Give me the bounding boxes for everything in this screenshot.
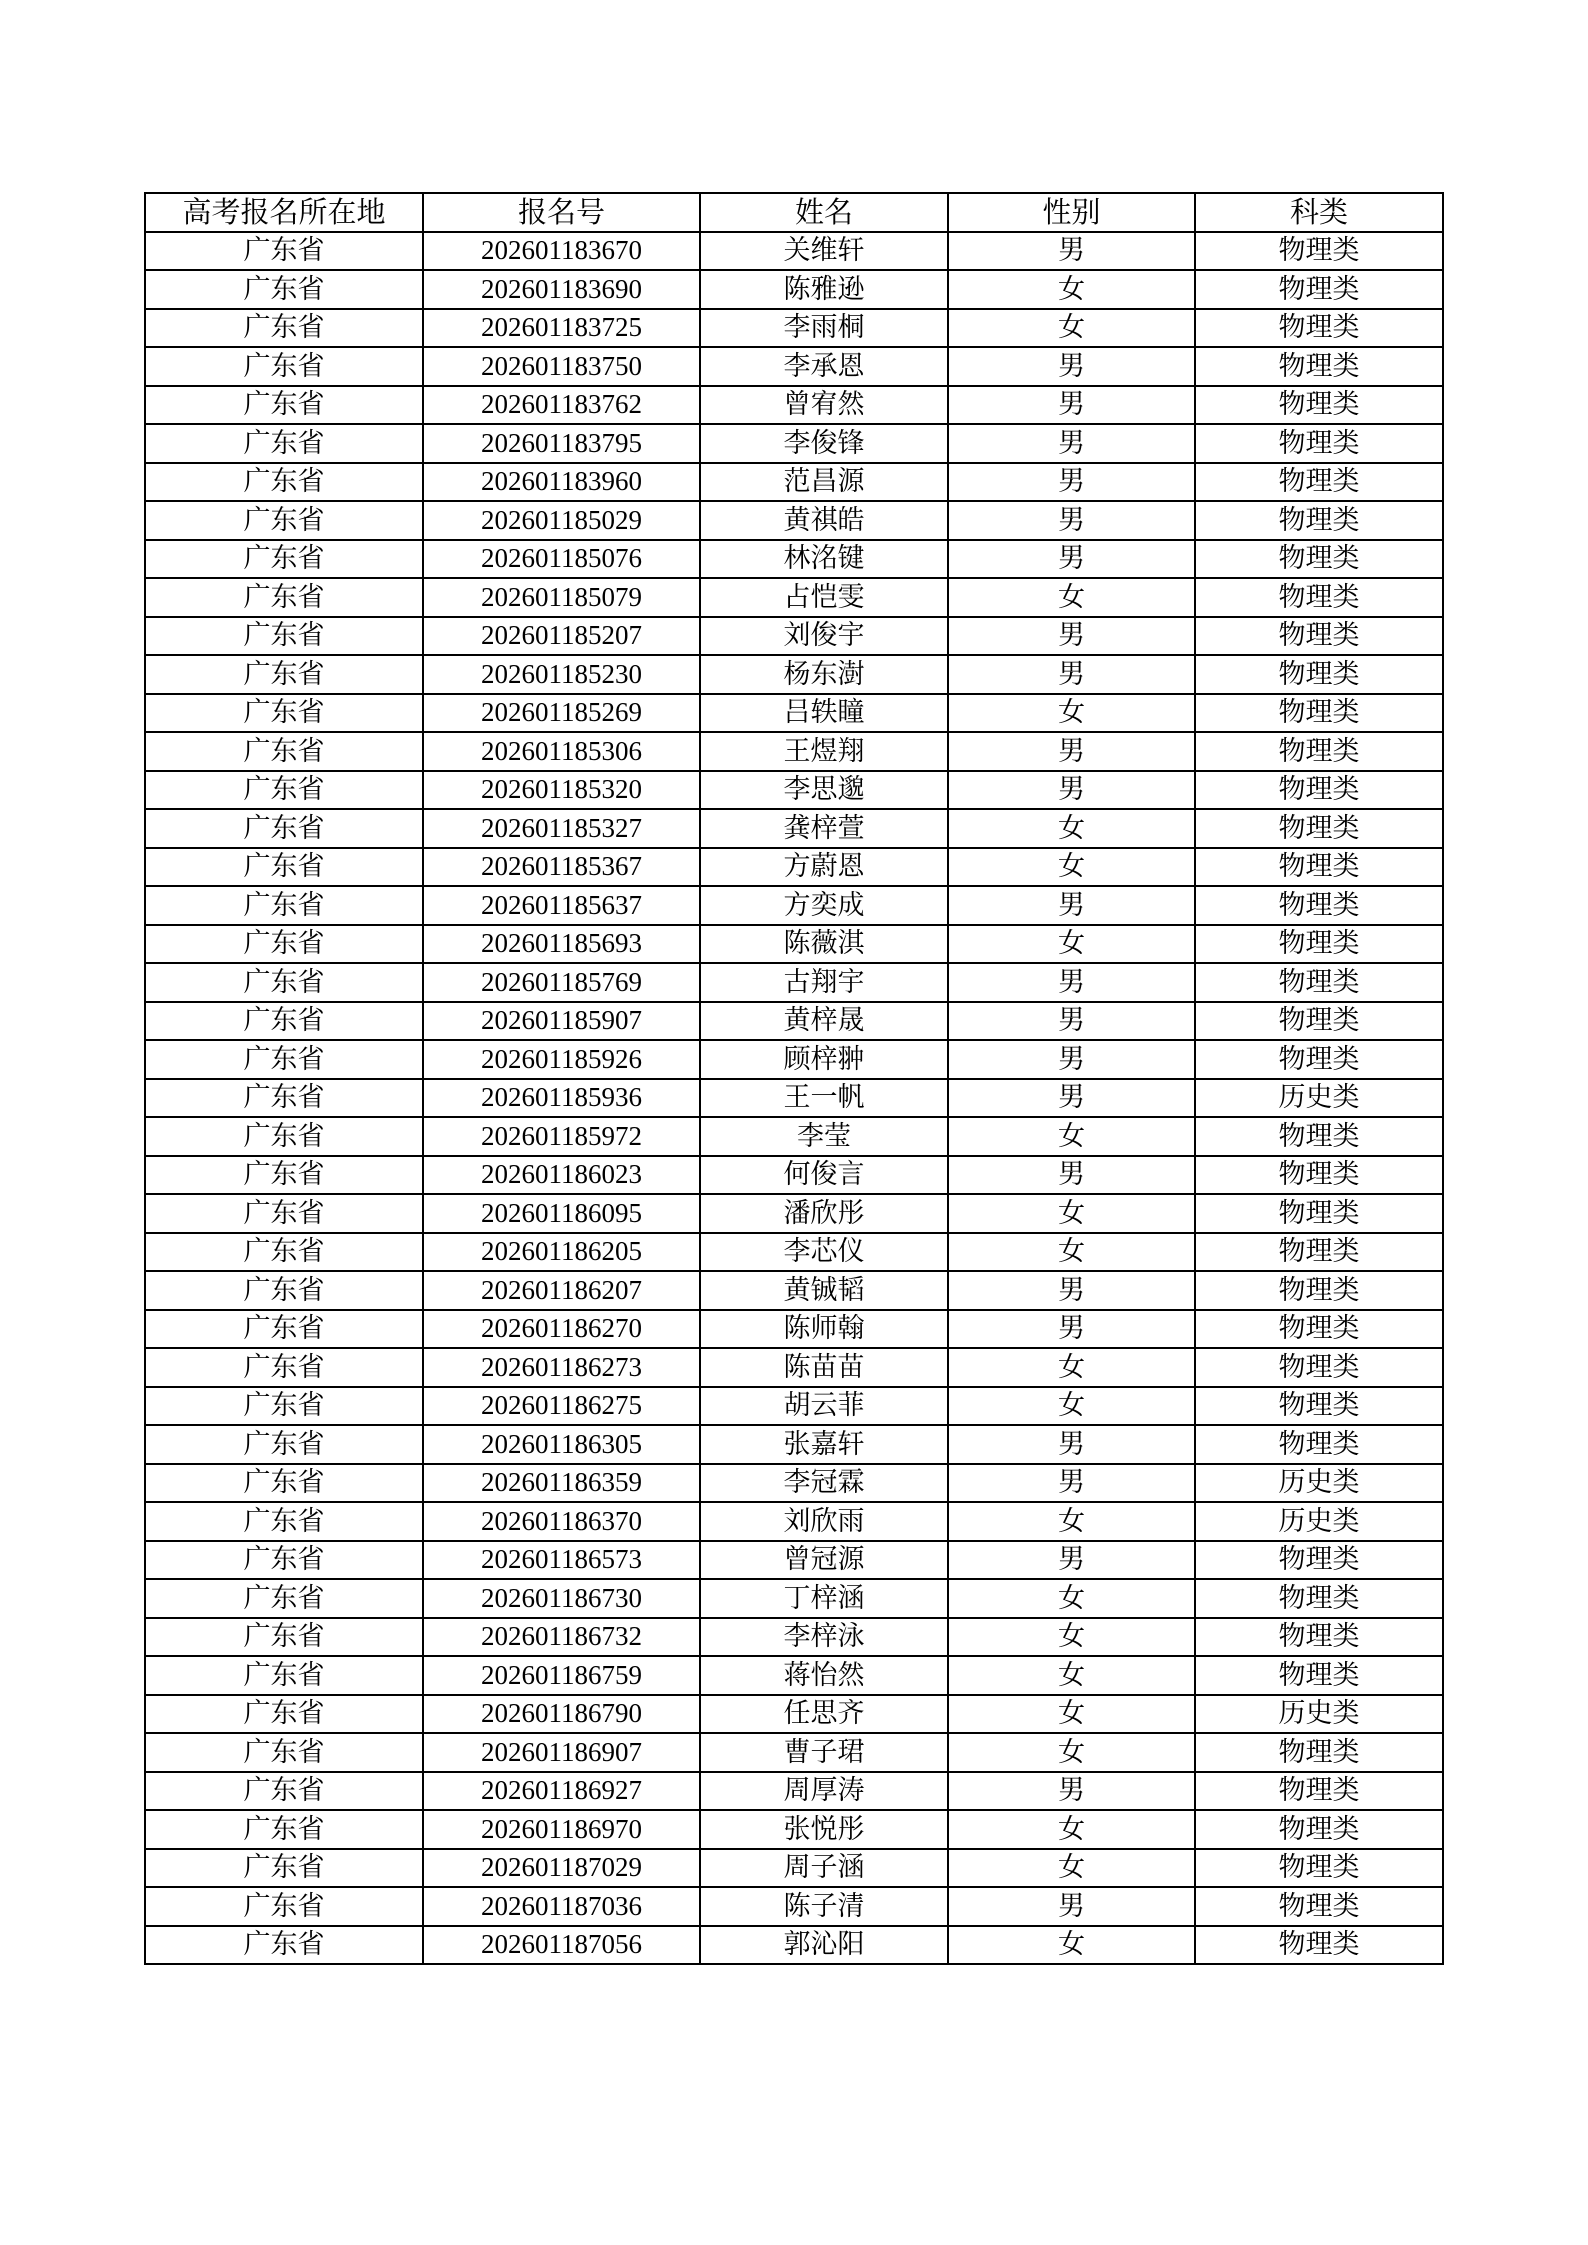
- cell-subject-category: 物理类: [1195, 1887, 1443, 1926]
- table-row: [145, 347, 1443, 386]
- cell-subject-category: 物理类: [1195, 809, 1443, 848]
- cell-gender: 男: [948, 771, 1195, 810]
- cell-name: 周子涵: [700, 1849, 948, 1888]
- cell-name: 龚梓萱: [700, 809, 948, 848]
- table-row: [145, 963, 1443, 1002]
- cell-gender: 女: [948, 1656, 1195, 1695]
- cell-registration-number: 202601186759: [423, 1656, 700, 1695]
- cell-name: 林洺键: [700, 540, 948, 579]
- header-row: [145, 193, 1443, 232]
- cell-subject-category: 物理类: [1195, 1310, 1443, 1349]
- cell-subject-category: 历史类: [1195, 1079, 1443, 1118]
- cell-registration-number: 202601185207: [423, 617, 700, 656]
- cell-registration-location: 广东省: [145, 1425, 423, 1464]
- cell-name: 王一帆: [700, 1079, 948, 1118]
- cell-name: 李莹: [700, 1117, 948, 1156]
- cell-registration-number: 202601186732: [423, 1618, 700, 1657]
- cell-name: 范昌源: [700, 463, 948, 502]
- table-row: [145, 848, 1443, 887]
- cell-gender: 女: [948, 578, 1195, 617]
- cell-subject-category: 物理类: [1195, 771, 1443, 810]
- cell-gender: 男: [948, 655, 1195, 694]
- cell-gender: 男: [948, 424, 1195, 463]
- cell-registration-location: 广东省: [145, 617, 423, 656]
- cell-registration-number: 202601185029: [423, 501, 700, 540]
- cell-name: 占恺雯: [700, 578, 948, 617]
- cell-subject-category: 物理类: [1195, 386, 1443, 425]
- cell-name: 黄梓晟: [700, 1002, 948, 1041]
- table-row: [145, 540, 1443, 579]
- cell-subject-category: 物理类: [1195, 655, 1443, 694]
- cell-registration-location: 广东省: [145, 1156, 423, 1195]
- cell-name: 杨东澍: [700, 655, 948, 694]
- cell-gender: 女: [948, 1733, 1195, 1772]
- cell-name: 陈子清: [700, 1887, 948, 1926]
- cell-registration-number: 202601186023: [423, 1156, 700, 1195]
- cell-subject-category: 物理类: [1195, 270, 1443, 309]
- cell-registration-location: 广东省: [145, 1810, 423, 1849]
- cell-registration-number: 202601187029: [423, 1849, 700, 1888]
- table-row: [145, 232, 1443, 271]
- cell-subject-category: 物理类: [1195, 309, 1443, 348]
- cell-registration-location: 广东省: [145, 1194, 423, 1233]
- cell-registration-number: 202601185367: [423, 848, 700, 887]
- cell-subject-category: 物理类: [1195, 1733, 1443, 1772]
- cell-name: 黄祺皓: [700, 501, 948, 540]
- cell-registration-number: 202601186273: [423, 1348, 700, 1387]
- cell-subject-category: 物理类: [1195, 1656, 1443, 1695]
- cell-registration-number: 202601185306: [423, 732, 700, 771]
- cell-name: 李思邈: [700, 771, 948, 810]
- cell-subject-category: 物理类: [1195, 1926, 1443, 1965]
- cell-registration-number: 202601186907: [423, 1733, 700, 1772]
- cell-registration-location: 广东省: [145, 848, 423, 887]
- table-row: [145, 1887, 1443, 1926]
- cell-subject-category: 物理类: [1195, 732, 1443, 771]
- cell-registration-location: 广东省: [145, 809, 423, 848]
- cell-subject-category: 历史类: [1195, 1464, 1443, 1503]
- cell-registration-location: 广东省: [145, 424, 423, 463]
- cell-subject-category: 物理类: [1195, 1541, 1443, 1580]
- cell-subject-category: 物理类: [1195, 1156, 1443, 1195]
- cell-gender: 女: [948, 309, 1195, 348]
- table-row: [145, 732, 1443, 771]
- cell-registration-location: 广东省: [145, 1233, 423, 1272]
- cell-registration-number: 202601186927: [423, 1772, 700, 1811]
- table-row: [145, 309, 1443, 348]
- table-row: [145, 1425, 1443, 1464]
- cell-registration-number: 202601186270: [423, 1310, 700, 1349]
- cell-registration-number: 202601185926: [423, 1040, 700, 1079]
- table-row: [145, 1271, 1443, 1310]
- cell-gender: 女: [948, 1579, 1195, 1618]
- cell-registration-location: 广东省: [145, 1579, 423, 1618]
- cell-subject-category: 物理类: [1195, 424, 1443, 463]
- cell-registration-location: 广东省: [145, 386, 423, 425]
- cell-subject-category: 物理类: [1195, 1002, 1443, 1041]
- table-row: [145, 578, 1443, 617]
- cell-registration-number: 202601185693: [423, 925, 700, 964]
- header-subject-category: 科类: [1195, 193, 1443, 232]
- cell-gender: 男: [948, 463, 1195, 502]
- cell-name: 陈薇淇: [700, 925, 948, 964]
- cell-name: 方蔚恩: [700, 848, 948, 887]
- cell-gender: 女: [948, 1695, 1195, 1734]
- header-gender: 性别: [948, 193, 1195, 232]
- cell-subject-category: 物理类: [1195, 232, 1443, 271]
- table-row: [145, 386, 1443, 425]
- cell-registration-location: 广东省: [145, 1002, 423, 1041]
- cell-registration-number: 202601185907: [423, 1002, 700, 1041]
- cell-name: 潘欣彤: [700, 1194, 948, 1233]
- cell-name: 刘俊宇: [700, 617, 948, 656]
- cell-registration-number: 202601185327: [423, 809, 700, 848]
- table-row: [145, 1002, 1443, 1041]
- cell-gender: 男: [948, 232, 1195, 271]
- cell-name: 李冠霖: [700, 1464, 948, 1503]
- cell-subject-category: 历史类: [1195, 1502, 1443, 1541]
- cell-registration-location: 广东省: [145, 1618, 423, 1657]
- cell-subject-category: 物理类: [1195, 617, 1443, 656]
- table-row: [145, 1926, 1443, 1965]
- cell-gender: 男: [948, 386, 1195, 425]
- table-row: [145, 1387, 1443, 1426]
- cell-subject-category: 物理类: [1195, 1810, 1443, 1849]
- cell-gender: 女: [948, 848, 1195, 887]
- table-row: [145, 424, 1443, 463]
- cell-registration-location: 广东省: [145, 655, 423, 694]
- cell-subject-category: 物理类: [1195, 1425, 1443, 1464]
- cell-subject-category: 物理类: [1195, 1117, 1443, 1156]
- cell-name: 曾冠源: [700, 1541, 948, 1580]
- cell-registration-number: 202601185637: [423, 886, 700, 925]
- cell-registration-number: 202601186370: [423, 1502, 700, 1541]
- admission-roster-table: [144, 192, 1444, 1965]
- table-row: [145, 1733, 1443, 1772]
- cell-gender: 女: [948, 694, 1195, 733]
- cell-registration-number: 202601187036: [423, 1887, 700, 1926]
- table-row: [145, 655, 1443, 694]
- table-row: [145, 1810, 1443, 1849]
- table-row: [145, 1541, 1443, 1580]
- cell-registration-location: 广东省: [145, 1541, 423, 1580]
- table-row: [145, 501, 1443, 540]
- cell-registration-location: 广东省: [145, 1040, 423, 1079]
- cell-registration-number: 202601187056: [423, 1926, 700, 1965]
- cell-gender: 男: [948, 1271, 1195, 1310]
- cell-gender: 女: [948, 1233, 1195, 1272]
- table-row: [145, 1194, 1443, 1233]
- cell-gender: 男: [948, 1887, 1195, 1926]
- cell-registration-location: 广东省: [145, 540, 423, 579]
- table-row: [145, 1156, 1443, 1195]
- cell-registration-location: 广东省: [145, 1733, 423, 1772]
- table-row: [145, 771, 1443, 810]
- cell-name: 张悦彤: [700, 1810, 948, 1849]
- table-row: [145, 886, 1443, 925]
- cell-name: 关维轩: [700, 232, 948, 271]
- cell-gender: 女: [948, 1849, 1195, 1888]
- cell-name: 曹子珺: [700, 1733, 948, 1772]
- table-row: [145, 1502, 1443, 1541]
- cell-name: 吕轶瞳: [700, 694, 948, 733]
- cell-subject-category: 物理类: [1195, 1040, 1443, 1079]
- cell-registration-location: 广东省: [145, 1464, 423, 1503]
- cell-registration-location: 广东省: [145, 1387, 423, 1426]
- cell-name: 顾梓翀: [700, 1040, 948, 1079]
- cell-registration-number: 202601186573: [423, 1541, 700, 1580]
- header-name: 姓名: [700, 193, 948, 232]
- table-row: [145, 1464, 1443, 1503]
- cell-gender: 男: [948, 1310, 1195, 1349]
- cell-name: 王煜翔: [700, 732, 948, 771]
- cell-registration-location: 广东省: [145, 694, 423, 733]
- cell-subject-category: 物理类: [1195, 501, 1443, 540]
- cell-subject-category: 物理类: [1195, 848, 1443, 887]
- cell-gender: 女: [948, 1194, 1195, 1233]
- cell-subject-category: 物理类: [1195, 578, 1443, 617]
- cell-registration-location: 广东省: [145, 1271, 423, 1310]
- cell-name: 曾宥然: [700, 386, 948, 425]
- cell-gender: 男: [948, 1040, 1195, 1079]
- table-row: [145, 925, 1443, 964]
- cell-subject-category: 物理类: [1195, 1618, 1443, 1657]
- cell-name: 何俊言: [700, 1156, 948, 1195]
- cell-subject-category: 物理类: [1195, 1194, 1443, 1233]
- cell-gender: 女: [948, 1926, 1195, 1965]
- cell-registration-number: 202601185230: [423, 655, 700, 694]
- cell-registration-number: 202601186970: [423, 1810, 700, 1849]
- cell-name: 李俊锋: [700, 424, 948, 463]
- cell-gender: 女: [948, 1502, 1195, 1541]
- cell-registration-number: 202601185076: [423, 540, 700, 579]
- cell-name: 周厚涛: [700, 1772, 948, 1811]
- cell-registration-location: 广东省: [145, 1926, 423, 1965]
- header-registration-number: 报名号: [423, 193, 700, 232]
- table-row: [145, 1695, 1443, 1734]
- cell-subject-category: 物理类: [1195, 1387, 1443, 1426]
- table-body: [145, 232, 1443, 1965]
- cell-registration-location: 广东省: [145, 232, 423, 271]
- cell-registration-location: 广东省: [145, 886, 423, 925]
- cell-registration-number: 202601186205: [423, 1233, 700, 1272]
- cell-gender: 女: [948, 925, 1195, 964]
- table-row: [145, 463, 1443, 502]
- cell-registration-location: 广东省: [145, 1117, 423, 1156]
- cell-registration-location: 广东省: [145, 463, 423, 502]
- cell-subject-category: 物理类: [1195, 1772, 1443, 1811]
- table-row: [145, 1310, 1443, 1349]
- cell-gender: 女: [948, 1348, 1195, 1387]
- cell-registration-location: 广东省: [145, 963, 423, 1002]
- cell-registration-number: 202601185079: [423, 578, 700, 617]
- cell-registration-number: 202601186275: [423, 1387, 700, 1426]
- cell-gender: 男: [948, 540, 1195, 579]
- cell-registration-location: 广东省: [145, 925, 423, 964]
- cell-registration-location: 广东省: [145, 309, 423, 348]
- cell-registration-number: 202601186730: [423, 1579, 700, 1618]
- cell-registration-location: 广东省: [145, 1887, 423, 1926]
- cell-gender: 男: [948, 963, 1195, 1002]
- cell-registration-number: 202601183670: [423, 232, 700, 271]
- cell-registration-location: 广东省: [145, 347, 423, 386]
- cell-name: 郭沁阳: [700, 1926, 948, 1965]
- table-row: [145, 1772, 1443, 1811]
- cell-gender: 男: [948, 347, 1195, 386]
- cell-gender: 男: [948, 501, 1195, 540]
- cell-registration-location: 广东省: [145, 1348, 423, 1387]
- cell-name: 李承恩: [700, 347, 948, 386]
- cell-gender: 男: [948, 732, 1195, 771]
- cell-registration-number: 202601183690: [423, 270, 700, 309]
- cell-subject-category: 物理类: [1195, 1348, 1443, 1387]
- cell-gender: 男: [948, 1002, 1195, 1041]
- cell-name: 方奕成: [700, 886, 948, 925]
- cell-name: 李芯仪: [700, 1233, 948, 1272]
- cell-registration-number: 202601185269: [423, 694, 700, 733]
- cell-name: 李雨桐: [700, 309, 948, 348]
- cell-registration-number: 202601185320: [423, 771, 700, 810]
- table-row: [145, 809, 1443, 848]
- table-row: [145, 270, 1443, 309]
- cell-registration-number: 202601186095: [423, 1194, 700, 1233]
- table-row: [145, 1849, 1443, 1888]
- cell-subject-category: 历史类: [1195, 1695, 1443, 1734]
- cell-name: 蒋怡然: [700, 1656, 948, 1695]
- table-row: [145, 1348, 1443, 1387]
- cell-name: 任思齐: [700, 1695, 948, 1734]
- cell-name: 刘欣雨: [700, 1502, 948, 1541]
- cell-registration-location: 广东省: [145, 771, 423, 810]
- cell-subject-category: 物理类: [1195, 347, 1443, 386]
- cell-gender: 男: [948, 1464, 1195, 1503]
- cell-registration-number: 202601185769: [423, 963, 700, 1002]
- table-row: [145, 1618, 1443, 1657]
- cell-gender: 女: [948, 270, 1195, 309]
- cell-gender: 女: [948, 809, 1195, 848]
- cell-gender: 男: [948, 1156, 1195, 1195]
- cell-gender: 男: [948, 1541, 1195, 1580]
- cell-registration-location: 广东省: [145, 1695, 423, 1734]
- table-row: [145, 694, 1443, 733]
- header-registration-location: 高考报名所在地: [145, 193, 423, 232]
- cell-gender: 女: [948, 1618, 1195, 1657]
- cell-gender: 男: [948, 1425, 1195, 1464]
- cell-subject-category: 物理类: [1195, 963, 1443, 1002]
- cell-registration-number: 202601183960: [423, 463, 700, 502]
- cell-gender: 女: [948, 1810, 1195, 1849]
- cell-registration-number: 202601183795: [423, 424, 700, 463]
- cell-registration-number: 202601186305: [423, 1425, 700, 1464]
- cell-name: 古翔宇: [700, 963, 948, 1002]
- cell-subject-category: 物理类: [1195, 694, 1443, 733]
- cell-registration-number: 202601186359: [423, 1464, 700, 1503]
- cell-gender: 女: [948, 1117, 1195, 1156]
- cell-gender: 男: [948, 1772, 1195, 1811]
- cell-registration-number: 202601183750: [423, 347, 700, 386]
- table-row: [145, 1579, 1443, 1618]
- cell-name: 陈雅逊: [700, 270, 948, 309]
- cell-registration-location: 广东省: [145, 1502, 423, 1541]
- cell-subject-category: 物理类: [1195, 463, 1443, 502]
- cell-registration-location: 广东省: [145, 578, 423, 617]
- cell-registration-number: 202601183725: [423, 309, 700, 348]
- cell-name: 胡云菲: [700, 1387, 948, 1426]
- cell-subject-category: 物理类: [1195, 1849, 1443, 1888]
- cell-registration-location: 广东省: [145, 1849, 423, 1888]
- table-row: [145, 1233, 1443, 1272]
- cell-name: 陈师翰: [700, 1310, 948, 1349]
- cell-registration-location: 广东省: [145, 732, 423, 771]
- cell-registration-location: 广东省: [145, 1772, 423, 1811]
- table-row: [145, 1117, 1443, 1156]
- cell-registration-location: 广东省: [145, 501, 423, 540]
- cell-subject-category: 物理类: [1195, 886, 1443, 925]
- cell-name: 李梓泳: [700, 1618, 948, 1657]
- table-row: [145, 617, 1443, 656]
- cell-registration-location: 广东省: [145, 1656, 423, 1695]
- table-header: [145, 193, 1443, 232]
- cell-name: 陈苗苗: [700, 1348, 948, 1387]
- table-row: [145, 1656, 1443, 1695]
- table-row: [145, 1079, 1443, 1118]
- cell-subject-category: 物理类: [1195, 1271, 1443, 1310]
- cell-gender: 男: [948, 1079, 1195, 1118]
- cell-gender: 男: [948, 886, 1195, 925]
- cell-gender: 女: [948, 1387, 1195, 1426]
- cell-name: 黄铖韬: [700, 1271, 948, 1310]
- cell-registration-location: 广东省: [145, 1310, 423, 1349]
- cell-subject-category: 物理类: [1195, 925, 1443, 964]
- cell-registration-number: 202601185936: [423, 1079, 700, 1118]
- cell-name: 张嘉轩: [700, 1425, 948, 1464]
- cell-name: 丁梓涵: [700, 1579, 948, 1618]
- cell-registration-number: 202601186207: [423, 1271, 700, 1310]
- cell-subject-category: 物理类: [1195, 540, 1443, 579]
- cell-registration-location: 广东省: [145, 270, 423, 309]
- cell-subject-category: 物理类: [1195, 1233, 1443, 1272]
- table-row: [145, 1040, 1443, 1079]
- cell-subject-category: 物理类: [1195, 1579, 1443, 1618]
- cell-gender: 男: [948, 617, 1195, 656]
- cell-registration-number: 202601183762: [423, 386, 700, 425]
- cell-registration-number: 202601186790: [423, 1695, 700, 1734]
- cell-registration-location: 广东省: [145, 1079, 423, 1118]
- cell-registration-number: 202601185972: [423, 1117, 700, 1156]
